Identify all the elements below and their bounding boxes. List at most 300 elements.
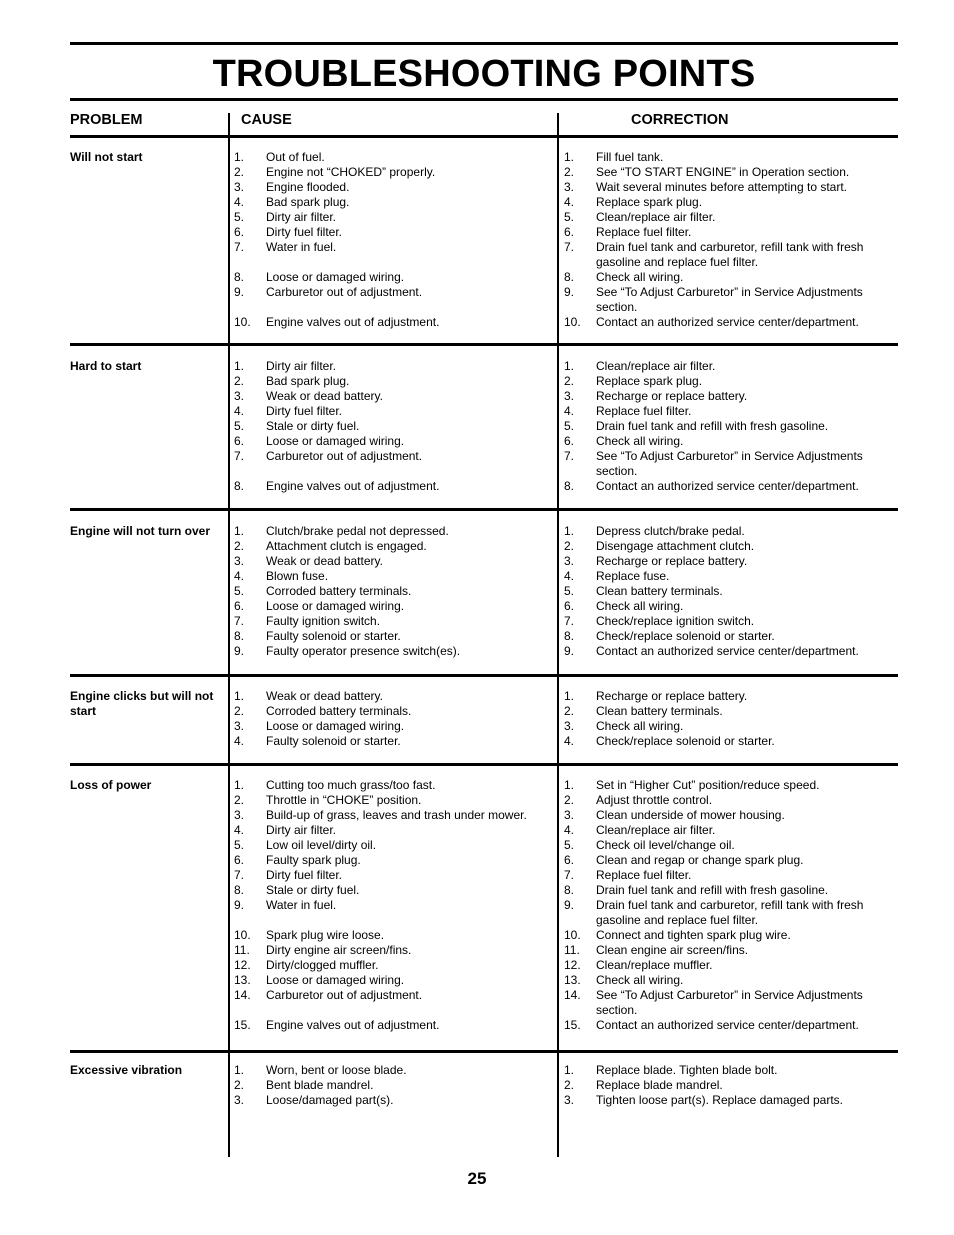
item-text: Low oil level/dirty oil. — [266, 838, 377, 852]
item-text: Clutch/brake pedal not depressed. — [266, 524, 449, 538]
item-text: Check oil level/change oil. — [596, 838, 735, 852]
item-text: Clean battery terminals. — [596, 704, 723, 718]
item-text: Carburetor out of adjustment. — [266, 449, 423, 463]
cause-list — [234, 1063, 552, 1108]
item-text: Dirty fuel filter. — [266, 225, 343, 239]
item-number: 7. — [234, 449, 245, 463]
cause-item — [234, 240, 552, 255]
item-number: 1. — [234, 778, 245, 792]
item-text: Tighten loose part(s). Replace damaged parts. — [596, 1093, 844, 1107]
item-text: Faulty solenoid or starter. — [266, 629, 401, 643]
item-number: 5. — [234, 419, 245, 433]
item-number: 3. — [234, 180, 245, 194]
cause-item — [234, 1093, 552, 1108]
cause-item — [234, 285, 552, 300]
item-text: Contact an authorized service center/department. — [596, 315, 859, 329]
item-number: 5. — [564, 419, 575, 433]
cause-item — [234, 943, 552, 958]
item-number: 7. — [564, 614, 575, 628]
item-number: 7. — [564, 449, 575, 463]
item-number: 3. — [564, 180, 575, 194]
correction-item — [564, 734, 894, 749]
cause-item — [234, 853, 552, 868]
item-number: 3. — [564, 554, 575, 568]
correction-item — [564, 838, 894, 853]
item-text: Check all wiring. — [596, 973, 684, 987]
correction-item — [564, 270, 894, 285]
item-number: 4. — [564, 195, 575, 209]
item-text: Clean/replace air filter. — [596, 359, 716, 373]
item-text: Faulty spark plug. — [266, 853, 361, 867]
item-number: 2. — [234, 704, 245, 718]
cause-column-divider — [228, 113, 230, 1157]
item-number: 14. — [234, 988, 251, 1002]
item-number: 1. — [234, 150, 245, 164]
item-number: 9. — [564, 898, 575, 912]
cause-item — [234, 719, 552, 734]
correction-list — [564, 524, 894, 659]
item-number: 1. — [234, 1063, 245, 1077]
item-text: Dirty air filter. — [266, 823, 337, 837]
correction-item — [564, 719, 894, 734]
correction-item — [564, 928, 894, 943]
cause-item — [234, 449, 552, 464]
section-divider — [70, 343, 898, 346]
problem-label: Hard to start — [70, 359, 142, 373]
item-text: Drain fuel tank and carburetor, refill tank with fresh gasoline and replace fuel filter. — [596, 898, 864, 927]
correction-item — [564, 1093, 894, 1108]
correction-item — [564, 689, 894, 704]
correction-item — [564, 599, 894, 614]
item-number: 9. — [564, 644, 575, 658]
item-number: 5. — [564, 838, 575, 852]
item-number: 8. — [564, 629, 575, 643]
item-text: Contact an authorized service center/department. — [596, 479, 859, 493]
item-text: Set in “Higher Cut” position/reduce speed. — [596, 778, 820, 792]
item-number: 1. — [234, 689, 245, 703]
correction-item — [564, 988, 894, 1018]
correction-item — [564, 419, 894, 434]
cause-item — [234, 479, 552, 494]
item-text: Clean underside of mower housing. — [596, 808, 785, 822]
item-number: 3. — [564, 808, 575, 822]
item-number: 10. — [234, 315, 251, 329]
cause-item — [234, 1078, 552, 1093]
item-text: Attachment clutch is engaged. — [266, 539, 427, 553]
item-number: 7. — [234, 614, 245, 628]
cause-item — [234, 165, 552, 180]
item-number: 1. — [234, 524, 245, 538]
item-text: Contact an authorized service center/department. — [596, 644, 859, 658]
problem-label: Loss of power — [70, 778, 152, 792]
item-text: Check/replace solenoid or starter. — [596, 734, 775, 748]
item-number: 3. — [234, 808, 245, 822]
section-divider — [70, 1050, 898, 1053]
item-text: Dirty fuel filter. — [266, 868, 343, 882]
correction-item — [564, 614, 894, 629]
section-divider — [70, 508, 898, 511]
section-divider — [70, 763, 898, 766]
item-number: 2. — [234, 165, 245, 179]
item-text: Corroded battery terminals. — [266, 584, 412, 598]
item-text: Loose or damaged wiring. — [266, 599, 405, 613]
item-number: 7. — [234, 240, 245, 254]
item-text: Weak or dead battery. — [266, 389, 383, 403]
correction-item — [564, 1018, 894, 1033]
correction-list — [564, 689, 894, 749]
correction-item — [564, 225, 894, 240]
correction-item — [564, 584, 894, 599]
cause-item — [234, 315, 552, 330]
correction-item — [564, 285, 894, 315]
item-number: 9. — [564, 285, 575, 299]
item-text: Clean battery terminals. — [596, 584, 723, 598]
item-text: Bad spark plug. — [266, 374, 350, 388]
title-top-rule — [70, 42, 898, 45]
item-number: 2. — [564, 793, 575, 807]
item-text: Drain fuel tank and carburetor, refill tank with fresh gasoline and replace fuel filter. — [596, 240, 864, 269]
correction-item — [564, 853, 894, 868]
correction-item — [564, 165, 894, 180]
cause-item — [234, 973, 552, 988]
item-number: 11. — [234, 943, 250, 957]
item-text: Carburetor out of adjustment. — [266, 285, 423, 299]
item-text: Loose or damaged wiring. — [266, 973, 405, 987]
item-text: Clean and regap or change spark plug. — [596, 853, 804, 867]
item-text: Drain fuel tank and refill with fresh gasoline. — [596, 883, 829, 897]
cause-item — [234, 270, 552, 285]
cause-item — [234, 614, 552, 629]
item-text: Replace blade. Tighten blade bolt. — [596, 1063, 778, 1077]
item-text: Blown fuse. — [266, 569, 329, 583]
correction-column-divider — [557, 113, 559, 1157]
item-text: Replace spark plug. — [596, 374, 703, 388]
correction-item — [564, 150, 894, 165]
correction-item — [564, 958, 894, 973]
item-number: 1. — [564, 524, 575, 538]
cause-item — [234, 868, 552, 883]
item-number: 8. — [564, 883, 575, 897]
item-text: Engine not “CHOKED” properly. — [266, 165, 436, 179]
correction-header: CORRECTION — [631, 112, 729, 128]
item-text: Check all wiring. — [596, 270, 684, 284]
cause-item — [234, 569, 552, 584]
cause-item — [234, 359, 552, 374]
item-text: Water in fuel. — [266, 240, 337, 254]
cause-item — [234, 988, 552, 1003]
item-number: 6. — [564, 599, 575, 613]
item-text: Dirty air filter. — [266, 359, 337, 373]
item-text: Adjust throttle control. — [596, 793, 713, 807]
item-text: Build-up of grass, leaves and trash under mower. — [266, 808, 527, 822]
item-number: 2. — [234, 539, 245, 553]
item-number: 10. — [234, 928, 251, 942]
problem-header: PROBLEM — [70, 112, 143, 128]
item-text: Disengage attachment clutch. — [596, 539, 755, 553]
cause-item — [234, 225, 552, 240]
cause-item — [234, 898, 552, 913]
item-number: 2. — [564, 704, 575, 718]
item-number: 3. — [234, 719, 245, 733]
correction-item — [564, 359, 894, 374]
item-text: Replace fuel filter. — [596, 225, 692, 239]
item-number: 3. — [564, 389, 575, 403]
problem-label: Engine clicks but will not start — [70, 689, 214, 718]
item-text: Weak or dead battery. — [266, 554, 383, 568]
correction-list — [564, 1063, 894, 1108]
item-number: 8. — [234, 270, 245, 284]
item-text: Bent blade mandrel. — [266, 1078, 374, 1092]
item-number: 4. — [234, 569, 245, 583]
cause-item — [234, 524, 552, 539]
correction-list — [564, 778, 894, 1033]
page-title: TROUBLESHOOTING POINTS — [212, 53, 756, 95]
item-text: Water in fuel. — [266, 898, 337, 912]
cause-item — [234, 928, 552, 943]
item-text: Engine flooded. — [266, 180, 350, 194]
item-number: 9. — [234, 898, 245, 912]
cause-item — [234, 808, 552, 823]
item-number: 1. — [564, 359, 575, 373]
correction-item — [564, 404, 894, 419]
item-text: Spark plug wire loose. — [266, 928, 385, 942]
item-text: Throttle in “CHOKE” position. — [266, 793, 422, 807]
title-bottom-rule — [70, 98, 898, 101]
cause-item — [234, 150, 552, 165]
correction-item — [564, 210, 894, 225]
item-number: 15. — [234, 1018, 251, 1032]
item-number: 1. — [564, 689, 575, 703]
item-number: 4. — [564, 823, 575, 837]
correction-item — [564, 479, 894, 494]
item-number: 13. — [564, 973, 581, 987]
correction-item — [564, 823, 894, 838]
correction-item — [564, 569, 894, 584]
item-text: Engine valves out of adjustment. — [266, 1018, 440, 1032]
correction-item — [564, 389, 894, 404]
item-number: 3. — [234, 389, 245, 403]
cause-item — [234, 629, 552, 644]
correction-item — [564, 898, 894, 928]
item-text: Recharge or replace battery. — [596, 554, 748, 568]
item-number: 1. — [564, 778, 575, 792]
item-number: 4. — [234, 195, 245, 209]
correction-item — [564, 554, 894, 569]
item-text: See “To Adjust Carburetor” in Service Adjustments section. — [596, 449, 863, 478]
cause-item — [234, 599, 552, 614]
cause-header: CAUSE — [241, 112, 292, 128]
item-number: 2. — [564, 165, 575, 179]
item-text: Clean engine air screen/fins. — [596, 943, 749, 957]
item-number: 7. — [564, 868, 575, 882]
correction-item — [564, 704, 894, 719]
item-number: 1. — [564, 150, 575, 164]
item-number: 2. — [234, 374, 245, 388]
item-number: 6. — [564, 853, 575, 867]
cause-item — [234, 734, 552, 749]
cause-item — [234, 374, 552, 389]
item-number: 2. — [234, 793, 245, 807]
item-number: 6. — [234, 434, 245, 448]
cause-item — [234, 419, 552, 434]
item-number: 2. — [564, 539, 575, 553]
item-number: 8. — [564, 270, 575, 284]
correction-item — [564, 1063, 894, 1078]
cause-list — [234, 150, 552, 330]
item-text: Faulty operator presence switch(es). — [266, 644, 461, 658]
item-text: Loose/damaged part(s). — [266, 1093, 394, 1107]
item-text: See “TO START ENGINE” in Operation section. — [596, 165, 850, 179]
correction-item — [564, 868, 894, 883]
item-text: Out of fuel. — [266, 150, 325, 164]
item-text: Contact an authorized service center/department. — [596, 1018, 859, 1032]
item-number: 10. — [564, 928, 581, 942]
item-number: 3. — [234, 1093, 245, 1107]
item-number: 13. — [234, 973, 251, 987]
item-number: 5. — [234, 584, 245, 598]
item-text: Replace fuel filter. — [596, 404, 692, 418]
item-text: Depress clutch/brake pedal. — [596, 524, 745, 538]
item-text: Carburetor out of adjustment. — [266, 988, 423, 1002]
item-number: 9. — [234, 285, 245, 299]
correction-item — [564, 629, 894, 644]
item-number: 6. — [234, 853, 245, 867]
item-text: Clean/replace air filter. — [596, 210, 716, 224]
item-number: 5. — [234, 838, 245, 852]
item-number: 8. — [564, 479, 575, 493]
item-text: Dirty air filter. — [266, 210, 337, 224]
item-text: Loose or damaged wiring. — [266, 434, 405, 448]
item-text: Check/replace solenoid or starter. — [596, 629, 775, 643]
correction-item — [564, 943, 894, 958]
correction-item — [564, 315, 894, 330]
correction-item — [564, 644, 894, 659]
correction-item — [564, 539, 894, 554]
item-text: Check all wiring. — [596, 719, 684, 733]
item-text: Bad spark plug. — [266, 195, 350, 209]
item-number: 8. — [234, 883, 245, 897]
item-number: 3. — [234, 554, 245, 568]
item-text: Cutting too much grass/too fast. — [266, 778, 436, 792]
correction-item — [564, 778, 894, 793]
item-text: Clean/replace muffler. — [596, 958, 713, 972]
item-number: 6. — [234, 599, 245, 613]
cause-item — [234, 389, 552, 404]
cause-item — [234, 823, 552, 838]
cause-item — [234, 554, 552, 569]
item-number: 5. — [564, 584, 575, 598]
item-number: 14. — [564, 988, 581, 1002]
item-text: Corroded battery terminals. — [266, 704, 412, 718]
item-number: 3. — [564, 719, 575, 733]
cause-item — [234, 434, 552, 449]
page-number: 25 — [467, 1169, 487, 1188]
cause-item — [234, 1018, 552, 1033]
item-number: 3. — [564, 1093, 575, 1107]
item-text: Check all wiring. — [596, 599, 684, 613]
item-number: 12. — [564, 958, 581, 972]
item-number: 6. — [564, 225, 575, 239]
correction-item — [564, 240, 894, 270]
item-number: 2. — [234, 1078, 245, 1092]
item-text: See “To Adjust Carburetor” in Service Adjustments section. — [596, 285, 863, 314]
item-text: Clean/replace air filter. — [596, 823, 716, 837]
cause-list — [234, 689, 552, 749]
item-text: Faulty solenoid or starter. — [266, 734, 401, 748]
item-text: Replace fuel filter. — [596, 868, 692, 882]
correction-list — [564, 359, 894, 494]
cause-item — [234, 210, 552, 225]
item-text: Dirty engine air screen/fins. — [266, 943, 412, 957]
item-number: 2. — [564, 374, 575, 388]
item-text: Replace spark plug. — [596, 195, 703, 209]
item-text: Worn, bent or loose blade. — [266, 1063, 407, 1077]
item-number: 5. — [234, 210, 245, 224]
cause-item — [234, 539, 552, 554]
item-text: Faulty ignition switch. — [266, 614, 381, 628]
item-text: Drain fuel tank and refill with fresh gasoline. — [596, 419, 829, 433]
item-text: Dirty/clogged muffler. — [266, 958, 379, 972]
item-number: 1. — [234, 359, 245, 373]
item-number: 4. — [564, 569, 575, 583]
item-number: 10. — [564, 315, 581, 329]
item-text: Engine valves out of adjustment. — [266, 315, 440, 329]
item-text: See “To Adjust Carburetor” in Service Adjustments section. — [596, 988, 863, 1017]
item-text: Stale or dirty fuel. — [266, 883, 360, 897]
item-number: 2. — [564, 1078, 575, 1092]
cause-item — [234, 704, 552, 719]
item-text: Check all wiring. — [596, 434, 684, 448]
item-text: Replace fuse. — [596, 569, 670, 583]
item-number: 6. — [234, 225, 245, 239]
item-text: Recharge or replace battery. — [596, 389, 748, 403]
problem-label: Excessive vibration — [70, 1063, 183, 1077]
cause-item — [234, 883, 552, 898]
cause-item — [234, 778, 552, 793]
item-number: 15. — [564, 1018, 581, 1032]
cause-item — [234, 689, 552, 704]
item-number: 4. — [564, 404, 575, 418]
correction-item — [564, 180, 894, 195]
item-text: Replace blade mandrel. — [596, 1078, 723, 1092]
cause-item — [234, 958, 552, 973]
correction-item — [564, 1078, 894, 1093]
cause-item — [234, 644, 552, 659]
item-text: Engine valves out of adjustment. — [266, 479, 440, 493]
item-text: Loose or damaged wiring. — [266, 270, 405, 284]
item-number: 11. — [564, 943, 580, 957]
item-number: 8. — [234, 629, 245, 643]
section-divider — [70, 674, 898, 677]
cause-list — [234, 524, 552, 659]
problem-label: Engine will not turn over — [70, 524, 211, 538]
item-text: Wait several minutes before attempting to start. — [596, 180, 847, 194]
item-number: 4. — [234, 823, 245, 837]
correction-item — [564, 195, 894, 210]
item-text: Stale or dirty fuel. — [266, 419, 360, 433]
item-number: 5. — [564, 210, 575, 224]
item-number: 9. — [234, 644, 245, 658]
item-number: 7. — [234, 868, 245, 882]
correction-item — [564, 449, 894, 479]
cause-item — [234, 793, 552, 808]
header-underline — [70, 135, 898, 138]
item-number: 1. — [564, 1063, 575, 1077]
correction-list — [564, 150, 894, 330]
item-text: Fill fuel tank. — [596, 150, 664, 164]
correction-item — [564, 883, 894, 898]
item-number: 4. — [234, 734, 245, 748]
